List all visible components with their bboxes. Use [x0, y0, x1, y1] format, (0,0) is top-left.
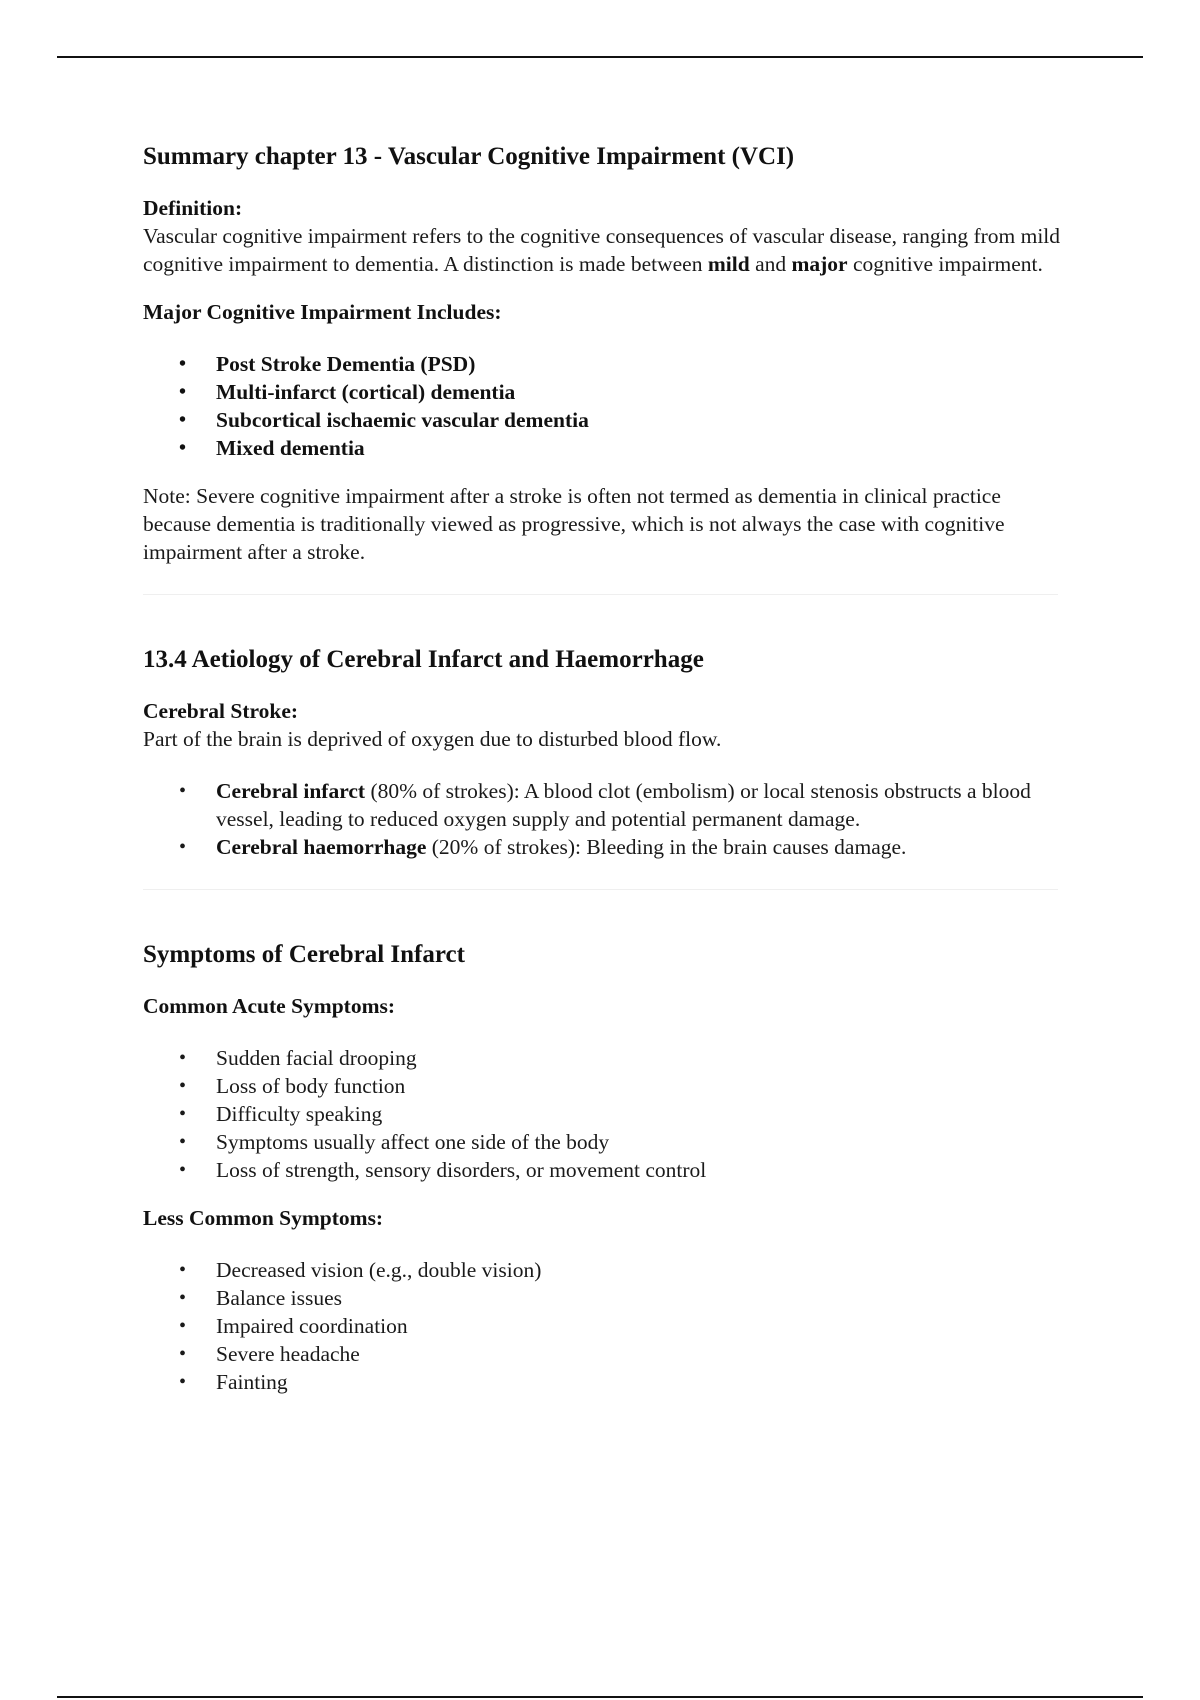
list-item: • Cerebral infarct (80% of strokes): A blood clot (embolism) or local stenosis obstructs a blood vessel, leading to reduced oxygen supply and potential permanent damage.: [216, 777, 1063, 833]
list-item: • Symptoms usually affect one side of the body: [216, 1128, 1063, 1156]
page-top-rule: [57, 56, 1143, 58]
list-item: • Multi-infarct (cortical) dementia: [216, 378, 1063, 406]
definition-label: Definition:: [143, 196, 243, 220]
major-impairment-label: Major Cognitive Impairment Includes:: [143, 300, 502, 324]
list-item: • Impaired coordination: [216, 1312, 1063, 1340]
list-item: • Post Stroke Dementia (PSD): [216, 350, 1063, 378]
cerebral-stroke-text: Part of the brain is deprived of oxygen due to disturbed blood flow.: [143, 727, 722, 751]
definition-text: Vascular cognitive impairment refers to the cognitive consequences of vascular disease, ranging from mild cognitive impairment to dementia. A distinction is made between mild and major cognitive impairment.: [143, 224, 1061, 276]
section-title-aetiology: 13.4 Aetiology of Cerebral Infarct and Haemorrhage: [143, 646, 704, 673]
common-symptoms-list: [143, 1044, 1063, 1184]
list-item: • Fainting: [216, 1368, 1063, 1396]
less-common-symptoms-label: Less Common Symptoms:: [143, 1206, 384, 1230]
common-symptoms-label: Common Acute Symptoms:: [143, 994, 396, 1018]
section-title-vci: Summary chapter 13 - Vascular Cognitive Impairment (VCI): [143, 143, 795, 170]
list-item: • Difficulty speaking: [216, 1100, 1063, 1128]
list-item: • Severe headache: [216, 1340, 1063, 1368]
note-text: Note: Severe cognitive impairment after a stroke is often not termed as dementia in clinical practice because dementia is traditionally viewed as progressive, which is not always the case with cognitive impairment after a stroke.: [143, 484, 1005, 564]
list-item: • Loss of body function: [216, 1072, 1063, 1100]
less-common-symptoms-list: [143, 1256, 1063, 1396]
list-item: • Cerebral haemorrhage (20% of strokes): Bleeding in the brain causes damage.: [216, 833, 1063, 861]
section-title-symptoms: Symptoms of Cerebral Infarct: [143, 941, 465, 968]
stroke-types-list: [143, 777, 1063, 861]
list-item: • Subcortical ischaemic vascular dementia: [216, 406, 1063, 434]
list-item: • Decreased vision (e.g., double vision): [216, 1256, 1063, 1284]
major-impairment-list: [143, 350, 1063, 462]
page-bottom-rule: [57, 1696, 1143, 1698]
list-item: • Sudden facial drooping: [216, 1044, 1063, 1072]
list-item: • Mixed dementia: [216, 434, 1063, 462]
list-item: • Loss of strength, sensory disorders, or movement control: [216, 1156, 1063, 1184]
document-body: [143, 140, 1063, 1396]
list-item: • Balance issues: [216, 1284, 1063, 1312]
cerebral-stroke-label: Cerebral Stroke:: [143, 699, 299, 723]
